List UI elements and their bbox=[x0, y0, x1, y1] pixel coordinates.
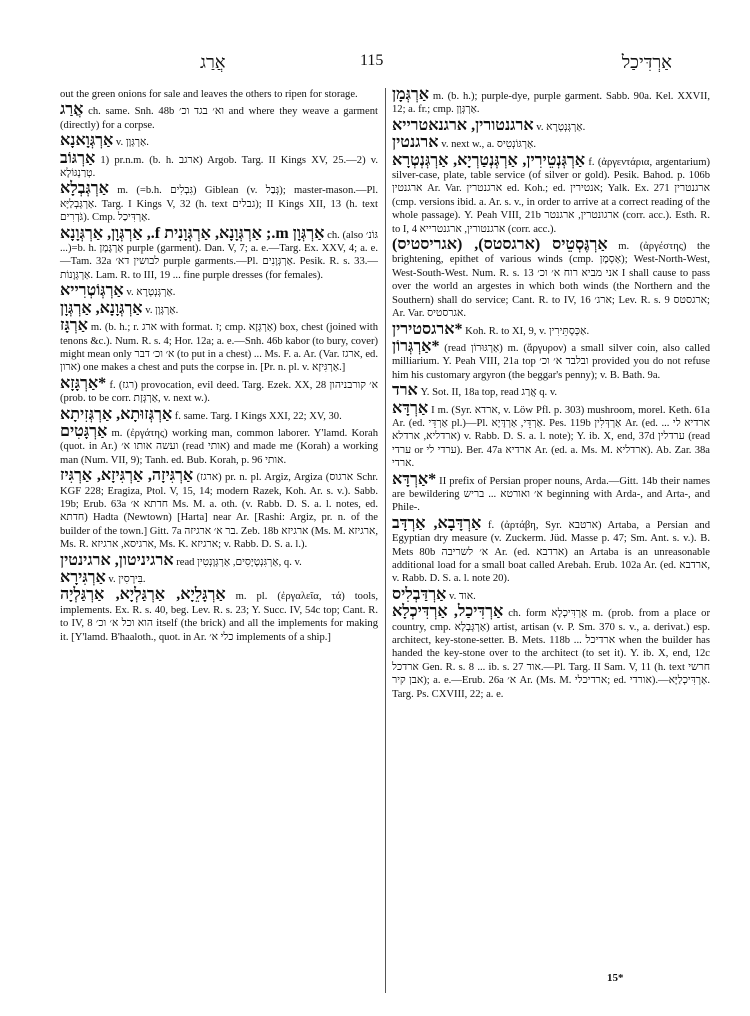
dictionary-entry: אַרְגְּוֹטְרִייא v. אַרְגְּנְטְרָא. bbox=[60, 282, 176, 300]
dictionary-entry: ארגנטורין, ארגנאטרייא v. אַרְגְּנְטְרָא. bbox=[392, 116, 586, 134]
dictionary-entry: ארגיניטון, ארגינטין read אַרְגִּנְטְיָסִים, אַרְגְּוָנְטִין, q. v. bbox=[60, 551, 302, 569]
dictionary-entry: אַרְגְּוָאנָא v. אַרְגְּוָן. bbox=[60, 132, 149, 150]
dictionary-entry: אַרְדִּיכַל, אַרְדִּיכְלָא ch. form אַרְדִּיכְלָא m. (prob. from a place or country, cmp. אַרְגְּבְלָא) artist, artisan (v. P. Sm. 370 s. v., a. derivat.) esp. architect, key-stone-setter. B. Mets. 118b ... ארדיכל when the builder has handed the key-stone over to the architect (to set it). Y. ib. X, end, 12c ארדכל Gen. R. s. 8 ... ib. s. 27 אוד.—Pl. Targ. II Sam. V, 11 (h. text חרשי אבן קיר); a. e.—Erub. 26a א׳ Ar. (Ms. M. ארדיכלי; ed. אורדי).—אַרְדִּיכְלַיָּא. Targ. Ps. CXVIII, 22; a. e. bbox=[392, 603, 710, 700]
dictionary-entry: אַרְגָּטִים m. (ἐργάτης) working man, common laborer. Y'lamd. Korah (quot. in Ar.) ועשה אותו א׳ (read אותי) and made me (Korah) a working man (Num. VII, 9); Tanh. ed. Bub. Korah, p. 96 אותי. bbox=[60, 422, 378, 466]
running-headword-left: אֲרַג bbox=[200, 52, 226, 72]
dictionary-entry: אַרְגָּלֵיָא, אַרְגַּלְיָא, אַרְגַּלְיָה m. pl. (ἐργαλεῖα, τά) tools, implements. Ex. R. s. 40, beg. Lev. R. s. 23; Y. Succ. IV, 54c top; Cant. R. to IV, 8 הוא וכל א׳ וכ׳ itself (the brick) and all the implements for making it. [Y'lamd. B'haaloth., quot. in Ar. כלי א׳ implements of a ship.] bbox=[60, 586, 378, 643]
dictionary-entry: אַרְגְּבְלָא m. (=b.h. גִּבְלִים) Giblean (v. גְּבַל); master-mason.—Pl. אַרְגְּבְלַיָּא. Targ. I Kings V, 32 (h. text גבלים); II Kings XII, 13 (h. text גֹּדְרִים). Cmp. אַרְדִּיכַל. bbox=[60, 180, 378, 224]
dictionary-entry: אַרְגְּמָן m. (b. h.); purple-dye, purple garment. Sabb. 90a. Kel. XXVII, 12; a. fr.; cmp. אַרְגְּוָן. bbox=[392, 86, 710, 116]
signature-mark: 15* bbox=[607, 972, 624, 984]
dictionary-entry: אַרְגּוֹב 1) pr.n.m. (b. h. ארגב) Argob. Targ. II Kings XV, 25.—2) v. טְרַנְגּוֹלָא. bbox=[60, 149, 378, 180]
dictionary-entry: אַרְדָּא I m. (Syr. ארדא, v. Löw Pfl. p. 303) mushroom, morel. Keth. 61a Ar. (ed. אַרְדֵּי pl.)—Pl. אַרְדֵּי, אַרְדָּיָא. Pes. 119b אַרְדְּלִין Ar. (ed. ארדיא לי ... ארדליא, ארדלא) v. Rabb. D. S. a. l. note); Y. ib. X, end, 37d ערדלין (read ערדי or ערדי לי). Ber. 47a ארדיא Ar. (ed. a. Ms. M. ארדליא). Ab. Zar. 38a ארדי. bbox=[392, 399, 711, 470]
dictionary-entry: אַרְגְּוָן m.; אַרְגְּוָנָא, אַרְגְּוָנִית f., אַרְגְּוָן, אַרְגְּוָנָא ch. (also גּוֹנ׳ ...)=b. h. אַרְגָּמָן purple (garment). Dan. V, 7; a. e.—Targ. Ex. XXV, 4; a. e.—Tam. 32a לבושין דא׳ purple garments.—Pl. אַרְגְּוָנִים. Pesik. R. s. 33.—אַרְגְּוָנוֹת. Lam. R. to III, 19 ... fine purple dresses (for females). bbox=[60, 224, 379, 281]
dictionary-entry: אַרְגְּנְטֵירִין, אַרְגְּנְטַרְיָא, אַרְגְּנְטְרָא f. (ἀργεντάρια, argentarium) silver-case, plate, table service (of silver or gold). Pesik. Bahod. p. 106b ארגנטין Ar. Var. ארגנטרין ed. Koh.; ed. אנטירין; Yalk. Ex. 271 ארגנטרין (cmp. versions ibid. a. Ar. s. v., in order to arrive at a correct reading of the whole passage). Y. Peah VIII, 21b ארגונטרין, ארגנטר (corr. acc.). Esth. R. to I, 4 ארגנטורין, ארגנטרייא (corr. acc.). bbox=[392, 151, 711, 235]
page-header bbox=[60, 52, 692, 74]
dictionary-entry: אַרְגְּוָנָא, אַרְגְּוָן v. אַרְגְּוָן. bbox=[60, 299, 179, 317]
dictionary-entry: ארגנטין v. next w., a. אַרְגּוֹנְטִיס. bbox=[392, 134, 536, 152]
dictionary-entry: *אַרְגְּרוֹן (read אַרְגּוּרוֹן) m. (ἄργυρον) a small silver coin, also called milliarium. Y. Peah VIII, 21a top ובלבד א׳ וכ׳ provided you do not refuse him his customary argyron (the beggar's penny); v. B. Bath. 9a. bbox=[392, 337, 710, 381]
dictionary-entry: אַרְגִּיזָה, אַרְגִּיזָא, אַרְגִּיז (ארגז) pr. n. pl. Argiz, Argiza (ארגוס Schr. KGF 228; Eragiza, Ptol. V, 15, 14; modern Razek, Koh. Ar. s. v.). Sabb. 19b; Erub. 63a חדתא א׳ Ms. M. a. oth. (v. Rabb. D. S. a. l. notes, ed. חדתא) Hadta (Newtown) [Harta] near Ar. [Rashi: Argiz, pr. n. of the builder of the town.] Gitt. 7a בר א׳ ארגיזה. Zeb. 18b ארגיזא (Ms. M. ארגיזא, Ms. R. ארגיסא, ארגיזא, Ms. K. ארגיזא; v. Rabb. D. S. a. l.). bbox=[60, 467, 379, 551]
running-headword-right: אַרְדִּיכַל bbox=[621, 52, 672, 72]
dictionary-entry: אַרְדָּבָא, אַרְדָּב f. (ἀρτάβη, Syr. ארטבא) Artaba, a Persian and Egyptian dry measure (v. Zuckerm. Jüd. Masse p. 47; Sm. Ant. s. v.). B. Mets 80b א׳ לשריבה Ar. (ed. ארדבא) an Artaba is an unreasonable additional load for a small boat called Arebah. Erub. 102a Ar. (ed. ארדבא, v. Rabb. D. S. a. l. note 20). bbox=[392, 514, 711, 585]
dictionary-entry: ארד Y. Sot. II, 18a top, read אֲרַג q. v. bbox=[392, 382, 558, 400]
left-column bbox=[60, 88, 378, 646]
dictionary-entry: אַרְגִּירָא v. בִּירָסִין. bbox=[60, 569, 146, 586]
dictionary-entry: אַרְגְּזוּתָא, אַרְגְּזִיתָא f. same. Targ. I Kings XXI, 22; XV, 30. bbox=[60, 405, 342, 423]
dictionary-entry: אֲרַג ch. same. Snh. 48b וא׳ בגד וכ׳ and where they weave a garment (directly) for a corpse. bbox=[60, 101, 378, 131]
dictionary-entry: *ארגסטירין Koh. R. to XI, 9, v. אַכְּסְתֵּירִין. bbox=[392, 320, 590, 338]
right-column bbox=[392, 88, 710, 703]
dictionary-entry: *אַרְגָּזָא f. (רגז) provocation, evil deed. Targ. Ezek. XX, 28 א׳ קורבניהון (prob. to be corr. אַרְגְּזָת, v. next w.). bbox=[60, 374, 378, 405]
dictionary-entry: אַרְגֶּסְטֵיס (ארגסטס), (אגריסטיס) m. (ἀργέστης) the brightening, epithet of various winds (cmp. אַסְמָן); West-North-West, West-South-West. Num. R. s. 13 אני מביא רוח א׳ וכ׳ I shall cause to pass over the world an argestes in which both winds (the Northern and the Southern) shall do service; Cant. R. to IV, 16 ארג׳; Lev. R. s. 9 ארגסטס; Ar. Var. אגרסטיס. bbox=[392, 236, 710, 320]
dictionary-entry: out the green onions for sale and leaves the others to ripen for storage. bbox=[60, 89, 358, 100]
page-number: 115 bbox=[360, 52, 384, 69]
dictionary-entry: אַרְדַּבְלִיס v. אוד. bbox=[392, 585, 476, 603]
column-divider bbox=[385, 88, 386, 993]
dictionary-entry: *אַרְדָּא II prefix of Persian proper nouns, Arda.—Gitt. 14b their names are bewildering א׳ ואורטא ... בריש beginning with Arda-, and Arta-, and Phile-. bbox=[392, 470, 710, 514]
dictionary-entry: אַרְגָּז m. (b. h.; r. ארג with format. ז; cmp. אַרְגְּזָא) box, chest (joined with tenons &c.). Num. R. s. 4; Hor. 12a; a. e.—Snh. 46b kabor (to bury, cover) might mean only א׳ וכ׳ דבר (to put in a chest) ... Ms. F. a. Ar. (Var. ארגז, ed. ארון) one makes a chest and puts the corpse in. [Pr. n. pl. v. אַרְגִּיזָא.] bbox=[60, 317, 378, 374]
